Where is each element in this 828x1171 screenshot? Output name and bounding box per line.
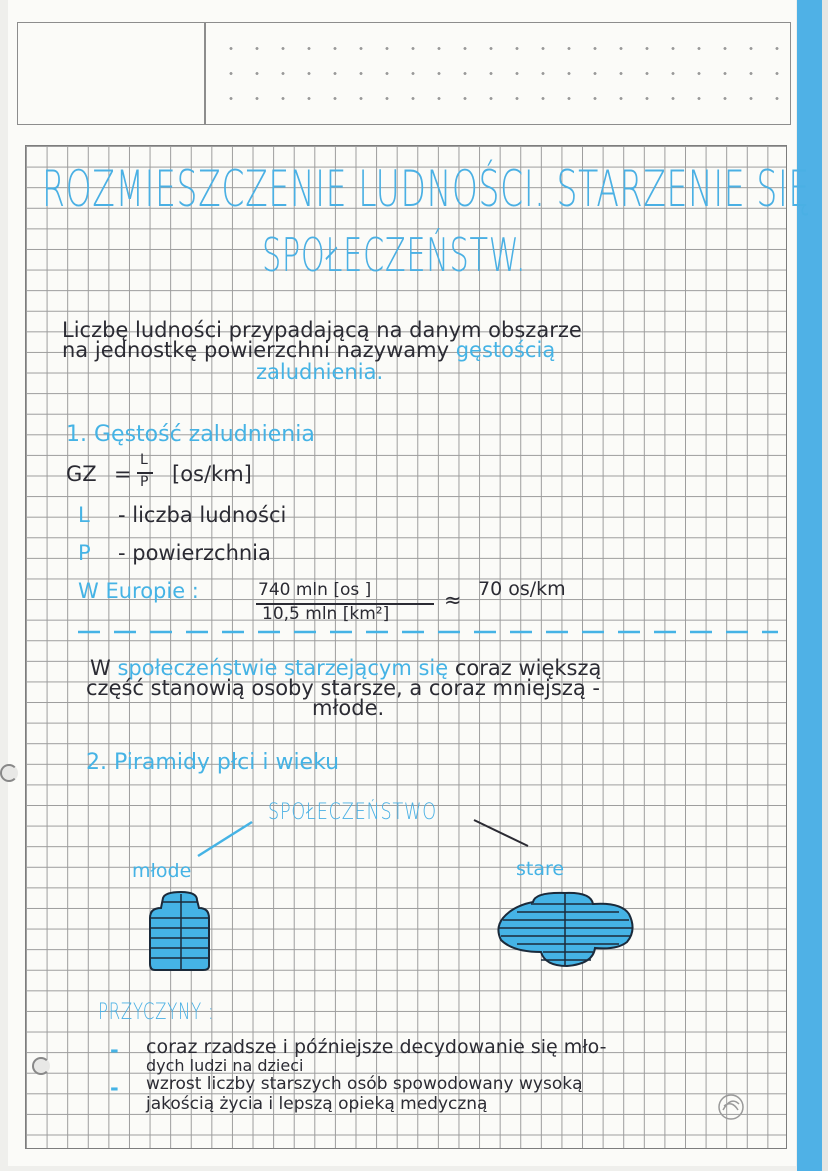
causes-heading: PRZYCZYNY :	[98, 1000, 215, 1025]
formula-lhs: GZ	[66, 462, 97, 486]
young-label: młode	[132, 860, 192, 882]
young-pyramid-shape	[147, 890, 213, 972]
aging-line1-prefix: W	[90, 656, 111, 680]
europe-numerator: 740 mln [os ]	[258, 580, 372, 600]
dashed-separator	[78, 628, 778, 636]
formula-equals: =	[114, 462, 132, 486]
europe-denominator: 10,5 mln [km²]	[262, 604, 390, 624]
intro-term-population: zaludnienia.	[256, 360, 384, 384]
europe-label: W Europie :	[78, 579, 199, 603]
aging-line1-suffix: coraz większą	[454, 656, 602, 680]
def-p-symbol: P	[78, 541, 91, 565]
grid-paper	[25, 145, 787, 1149]
binder-hole-icon	[32, 1057, 50, 1075]
formula-unit: [os/km]	[172, 462, 252, 486]
diagram-center-label: SPOŁECZEŃSTWO	[268, 800, 437, 825]
aging-line2: część stanowią osoby starsze, a coraz mniejszą -	[86, 676, 600, 700]
header-divider	[204, 22, 206, 125]
page-edge-gap	[822, 0, 828, 1171]
formula-denominator: P	[140, 474, 149, 490]
page-title-line2: SPOŁECZEŃSTW.	[262, 228, 527, 282]
cause-bullet-2: -	[110, 1076, 119, 1100]
old-pyramid-shape	[495, 890, 637, 970]
cause-bullet-1: -	[110, 1038, 119, 1062]
formula-numerator: L	[140, 452, 148, 468]
section1-heading: 1. Gęstość zaludnienia	[66, 422, 315, 447]
old-label: stare	[516, 858, 565, 880]
aging-term: społeczeństwie starzejącym się	[117, 656, 449, 680]
cause-2-line2: jakością życia i lepszą opieką medyczną	[146, 1094, 488, 1114]
cause-2-line1: wzrost liczby starszych osób spowodowany wysoką	[146, 1074, 583, 1094]
approx-sign: ≈	[444, 588, 462, 612]
intro-line2	[62, 338, 555, 362]
def-l-text: - liczba ludności	[118, 503, 287, 527]
cause-1-line1: coraz rzadsze i późniejsze decydowanie się mło-	[146, 1036, 607, 1058]
def-l-symbol: L	[78, 503, 90, 527]
cause-1-line2: dych ludzi na dzieci	[146, 1056, 304, 1075]
intro-line1: Liczbę ludności przypadającą na danym obszarze	[62, 318, 582, 342]
watermark-logo-icon	[716, 1092, 746, 1122]
binder-hole-icon	[0, 764, 18, 782]
header-dot-grid	[218, 36, 783, 112]
aging-line3: młode.	[312, 696, 385, 720]
intro-line2-text: na jednostkę powierzchni nazywamy	[62, 338, 450, 362]
intro-term-density: gęstością	[455, 338, 556, 362]
europe-result: 70 os/km	[478, 578, 566, 600]
diagram-connectors	[190, 808, 550, 868]
page-title-line1: ROZMIESZCZENIE LUDNOŚCI. STARZENIE SIĘ	[42, 160, 810, 218]
def-p-text: - powierzchnia	[118, 541, 271, 565]
section2-heading: 2. Piramidy płci i wieku	[86, 750, 340, 775]
